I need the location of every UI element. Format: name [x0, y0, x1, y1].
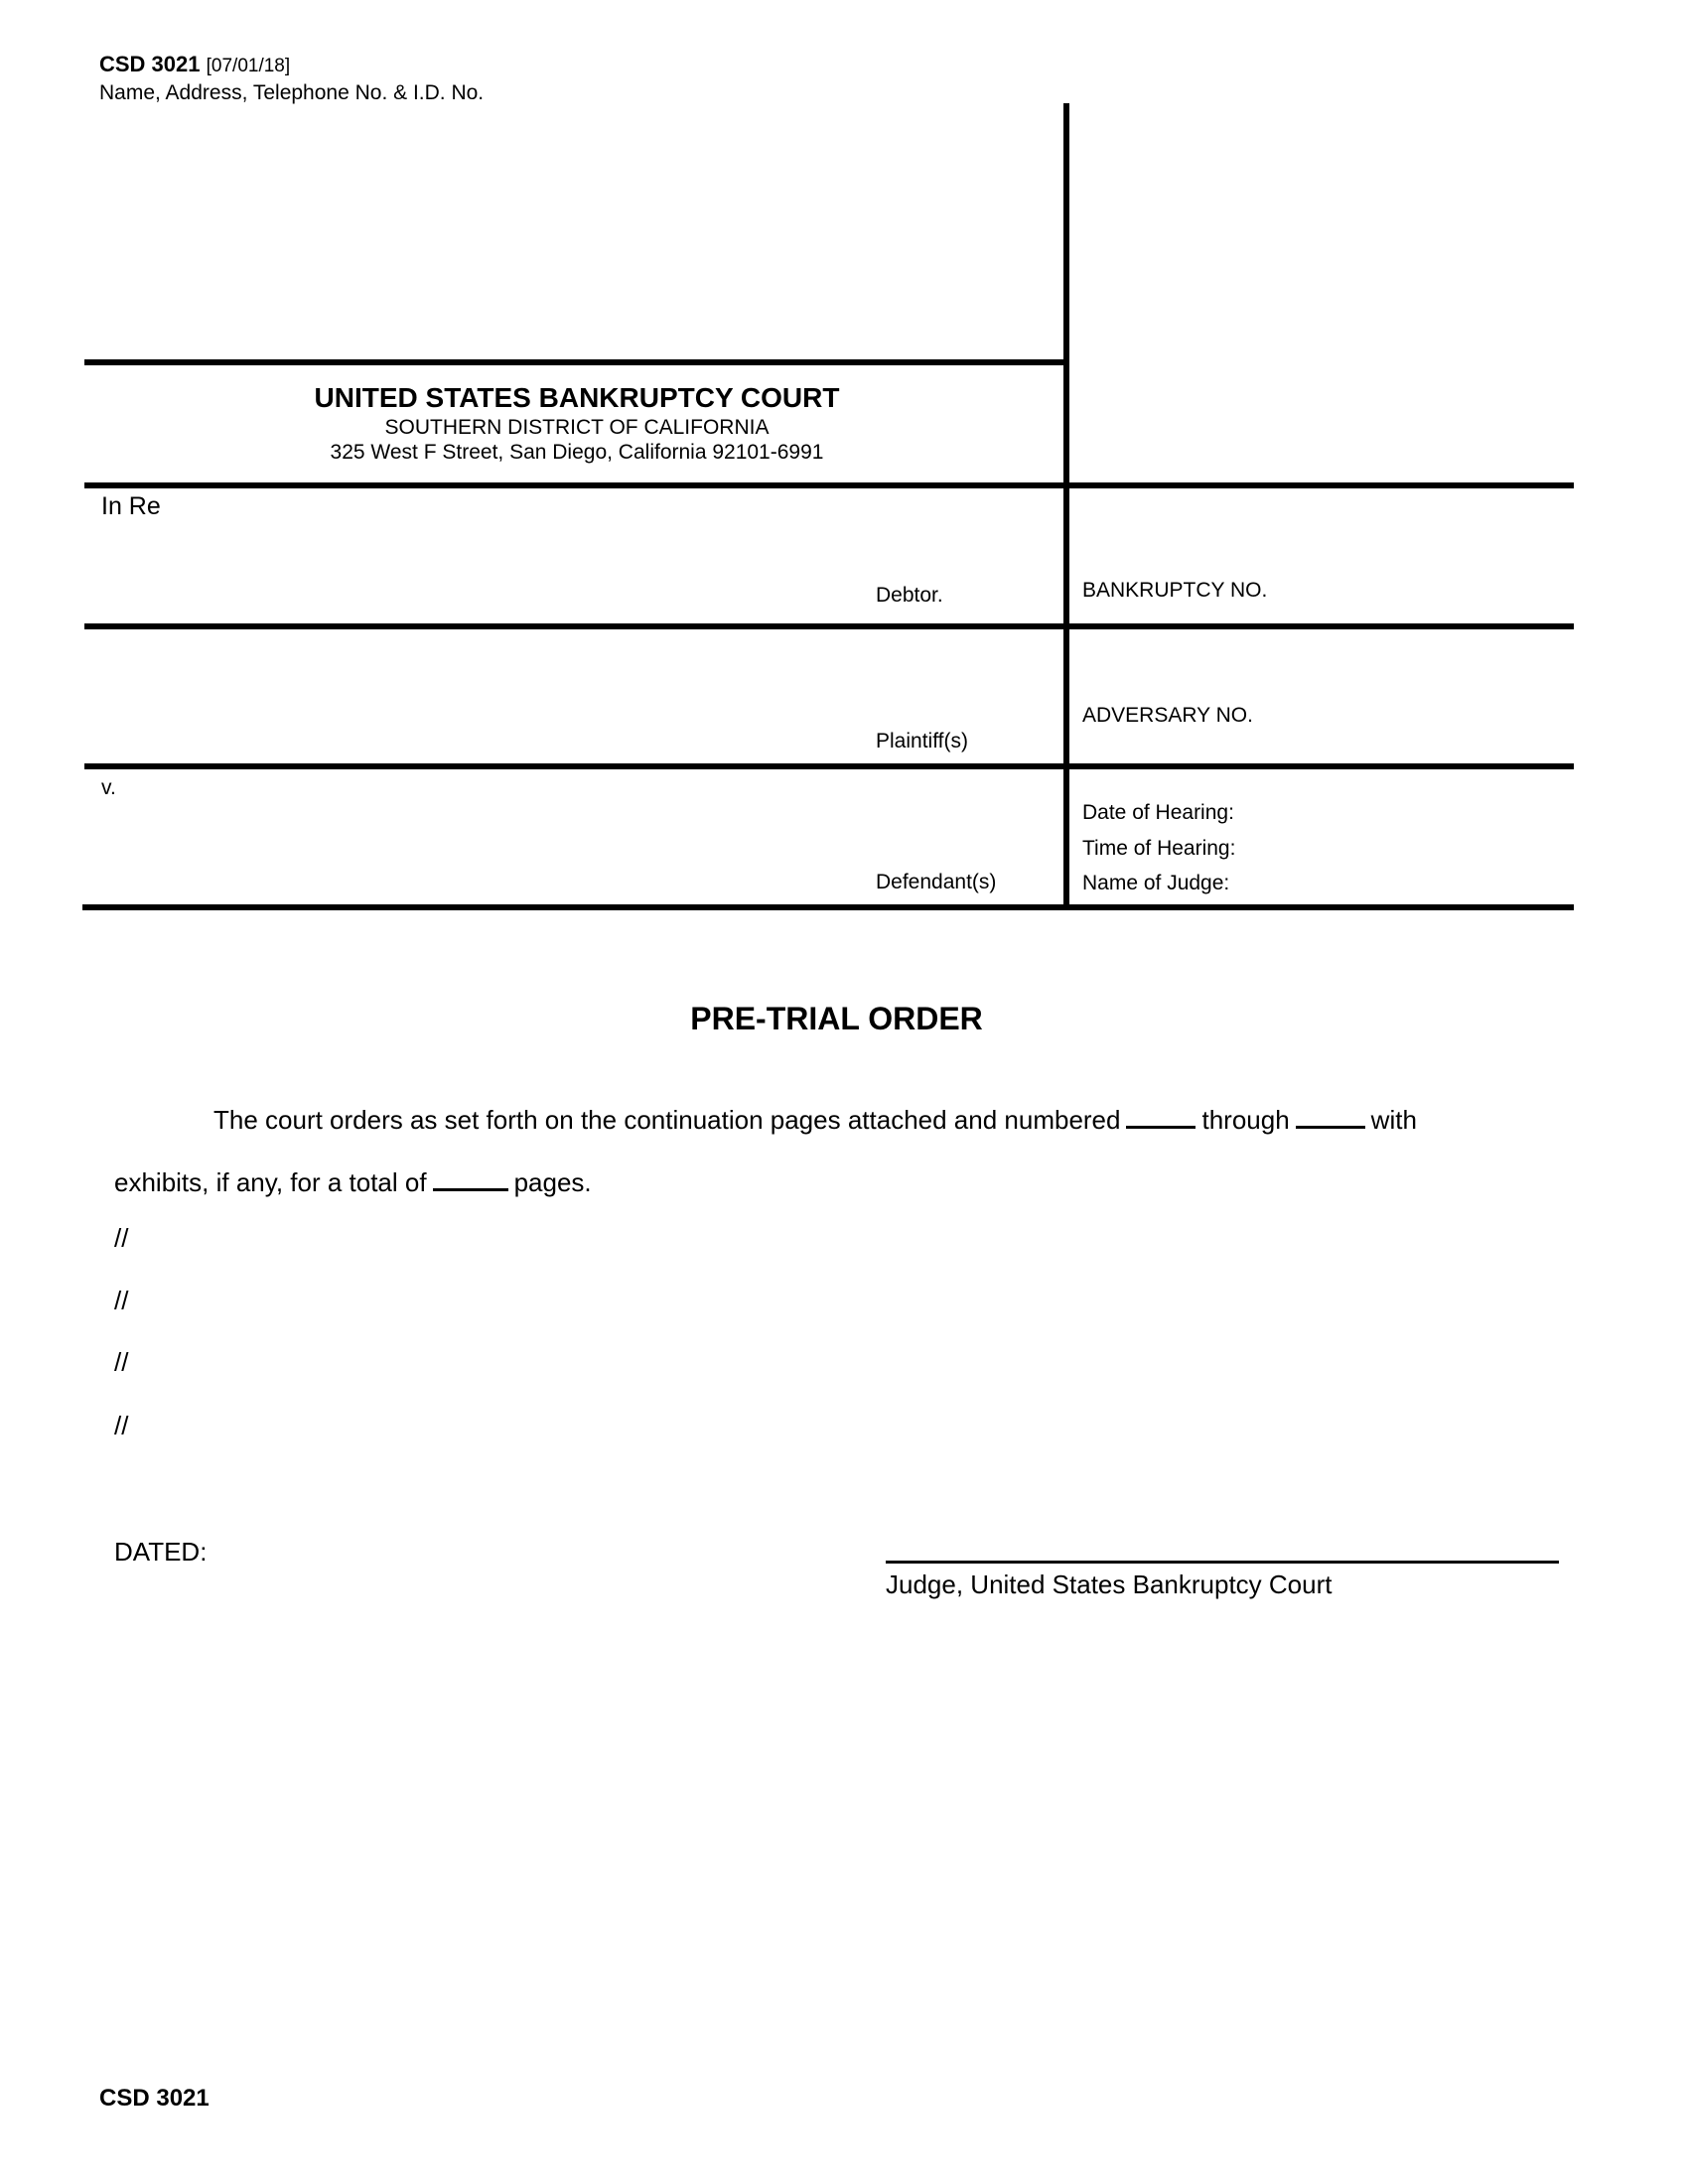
- in-re-label: In Re: [101, 492, 161, 520]
- order-paragraph-line-1: [213, 1106, 1417, 1133]
- attorney-info-label: Name, Address, Telephone No. & I.D. No.: [99, 81, 485, 104]
- order-text: pages.: [513, 1167, 592, 1197]
- continuation-mark: //: [114, 1286, 129, 1315]
- date-of-hearing-label: Date of Hearing:: [1082, 801, 1234, 824]
- name-of-judge-label: Name of Judge:: [1082, 872, 1230, 894]
- vertical-divider: [1063, 103, 1069, 909]
- debtor-label: Debtor.: [876, 584, 943, 607]
- divider-line: [82, 904, 1574, 910]
- signature-label: Judge, United States Bankruptcy Court: [886, 1570, 1333, 1599]
- continuation-mark: //: [114, 1347, 129, 1377]
- start-page-blank[interactable]: [1126, 1106, 1196, 1129]
- adversary-no-label: ADVERSARY NO.: [1082, 704, 1253, 727]
- order-paragraph-line-2: [114, 1168, 592, 1195]
- end-page-blank[interactable]: [1296, 1106, 1365, 1129]
- form-id: CSD 3021: [99, 52, 201, 76]
- court-address: 325 West F Street, San Diego, California 92101-6991: [330, 441, 824, 464]
- dated-label: DATED:: [114, 1537, 208, 1567]
- defendants-label: Defendant(s): [876, 871, 997, 893]
- signature-line[interactable]: [886, 1561, 1559, 1564]
- total-pages-blank[interactable]: [433, 1168, 508, 1191]
- divider-line: [84, 482, 1574, 488]
- order-text: exhibits, if any, for a total of: [114, 1167, 427, 1197]
- time-of-hearing-label: Time of Hearing:: [1082, 837, 1236, 860]
- divider-line: [84, 763, 1574, 769]
- footer-form-id: CSD 3021: [99, 2085, 210, 2112]
- plaintiffs-label: Plaintiff(s): [876, 730, 968, 752]
- order-text: The court orders as set forth on the continuation pages attached and numbered: [213, 1105, 1121, 1135]
- continuation-mark: //: [114, 1411, 129, 1440]
- divider-line: [84, 623, 1574, 629]
- order-title: PRE-TRIAL ORDER: [690, 1001, 983, 1036]
- order-text: with: [1370, 1105, 1417, 1135]
- form-header: [99, 54, 290, 75]
- form-revision: [07/01/18]: [206, 56, 291, 76]
- continuation-mark: //: [114, 1223, 129, 1253]
- court-district: SOUTHERN DISTRICT OF CALIFORNIA: [384, 416, 770, 439]
- court-title: UNITED STATES BANKRUPTCY COURT: [314, 382, 840, 413]
- divider-line: [84, 359, 1069, 365]
- order-text: through: [1201, 1105, 1290, 1135]
- bankruptcy-no-label: BANKRUPTCY NO.: [1082, 579, 1268, 602]
- versus-label: v.: [101, 776, 116, 799]
